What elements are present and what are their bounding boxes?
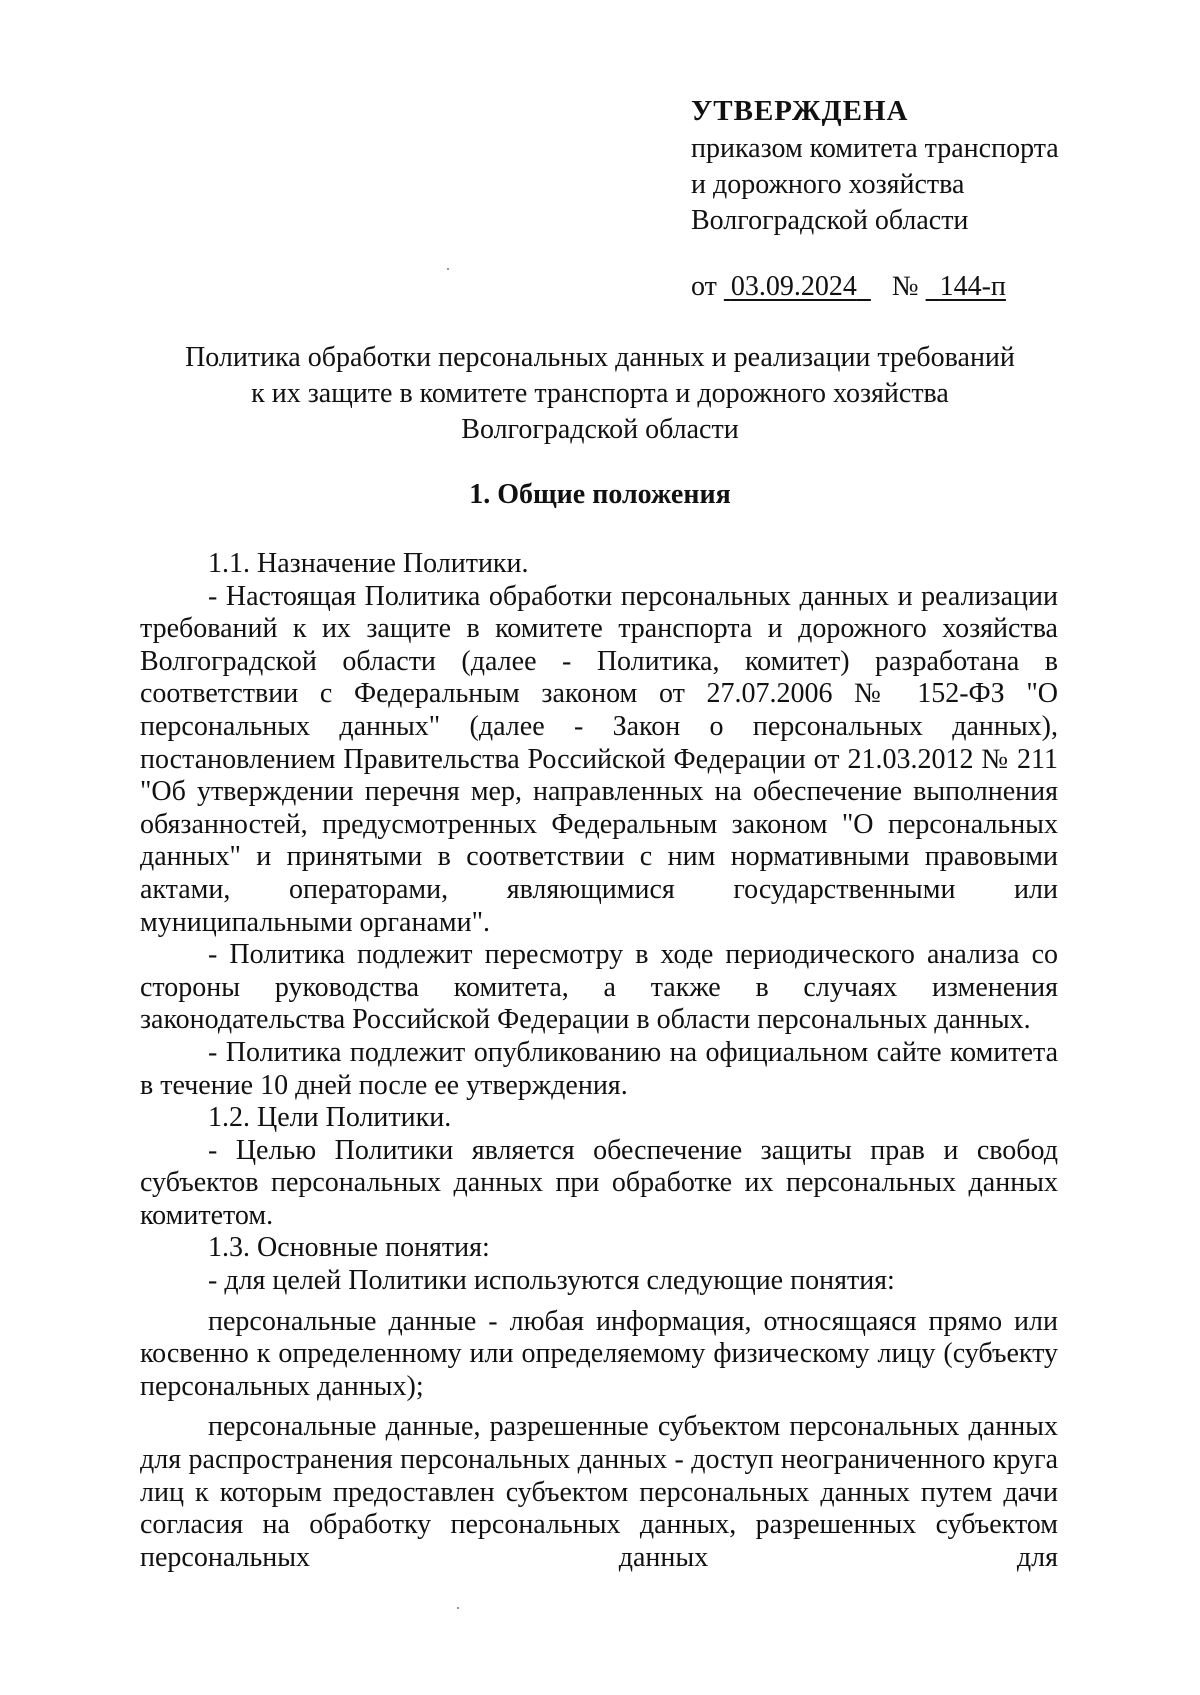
number-prefix: №: [891, 271, 919, 302]
paragraph: - Целью Политики является обеспечение защиты прав и свобод субъектов персональных данных при обработке их персональных данных комитетом.: [140, 1134, 1058, 1231]
paragraph: персональные данные - любая информация, относящаяся прямо или косвенно к определенному или определяемому физическому лицу (субъекту персональных данных);: [140, 1305, 1058, 1402]
order-number: 144-п: [939, 271, 1006, 302]
approval-stamp: [691, 93, 1151, 305]
document-body: [140, 548, 1058, 1574]
date-prefix: от: [691, 271, 717, 302]
paragraph: 1.2. Цели Политики.: [208, 1102, 452, 1134]
scan-speck: [457, 1607, 459, 1609]
paragraph: 1.3. Основные понятия:: [208, 1232, 490, 1264]
approval-line: приказом комитета транспорта: [691, 133, 1059, 164]
paragraph: - Политика подлежит опубликованию на официальном сайте комитета в течение 10 дней после ее утверждения.: [140, 1036, 1058, 1101]
title-line: Волгоградской области: [461, 414, 739, 445]
title-line: Политика обработки персональных данных и реализации требований: [185, 342, 1015, 373]
approval-line: Волгоградской области: [691, 205, 969, 236]
paragraph: - для целей Политики используются следующие понятия:: [208, 1265, 895, 1297]
order-date: 03.09.2024: [730, 271, 857, 302]
scan-speck: [447, 268, 449, 270]
approval-reference: [691, 269, 1151, 305]
approval-heading: УТВЕРЖДЕНА: [691, 95, 909, 127]
approval-line: и дорожного хозяйства: [691, 169, 965, 200]
paragraph: 1.1. Назначение Политики.: [208, 548, 529, 579]
section-heading: 1. Общие положения: [469, 479, 731, 510]
title-line: к их защите в комитете транспорта и дорожного хозяйства: [251, 378, 949, 409]
paragraph: персональные данные, разрешенные субъектом персональных данных для распространения персональных данных - доступ неограниченного круга лиц к которым предоставлен субъектом персональных данных путем дачи согласия на обработку персональных данных, разрешенных субъектом персональных данных для: [140, 1411, 1058, 1573]
document-title: [100, 340, 1100, 448]
paragraph: - Настоящая Политика обработки персональных данных и реализации требований к их защите в комитете транспорта и дорожного хозяйства Волгоградской области (далее - Политика, комитет) разработана в соответствии с Федеральным законом от 27.07.2006 № 152-ФЗ "О персональных данных" (далее - Закон о персональных данных), постановлением Правительства Российской Федерации от 21.03.2012 № 211 "Об утверждении перечня мер, направленных на обеспечение выполнения обязанностей, предусмотренных Федеральным законом "О персональных данных" и принятыми в соответствии с ним нормативными правовыми актами, операторами, являющимися государственными или муниципальными органами".: [140, 580, 1058, 938]
paragraph: - Политика подлежит пересмотру в ходе периодического анализа со стороны руководства комитета, а также в случаях изменения законодательства Российской Федерации в области персональных данных.: [140, 939, 1058, 1036]
